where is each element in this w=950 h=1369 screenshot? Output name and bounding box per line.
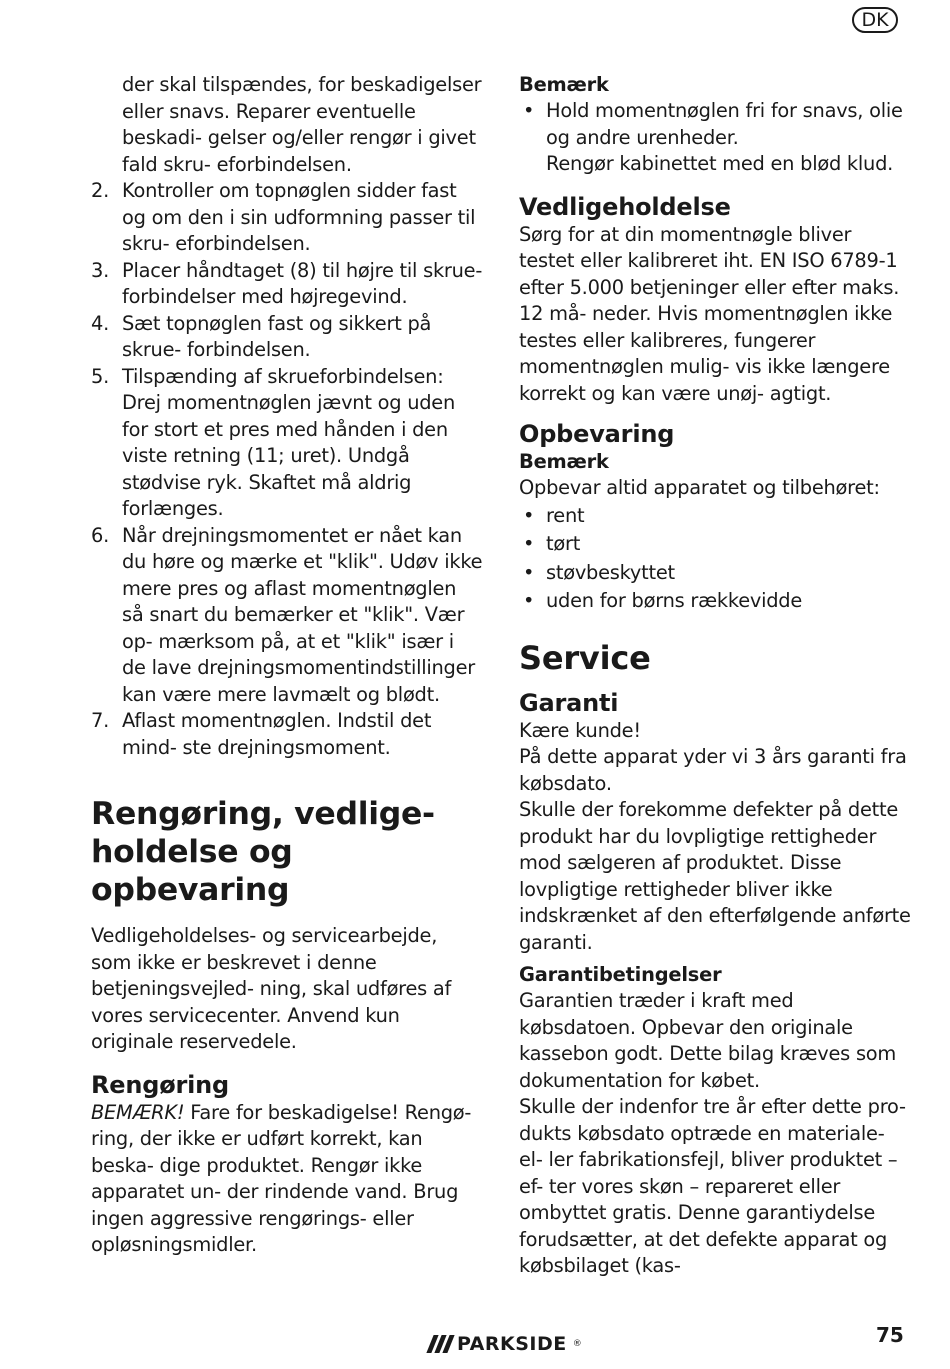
list-item bbox=[519, 587, 911, 616]
warning-label: BEMÆRK! bbox=[91, 1100, 185, 1124]
step-4 bbox=[91, 311, 483, 364]
bullet-icon: • bbox=[523, 503, 535, 527]
step-number: 6. bbox=[91, 523, 110, 547]
list-item bbox=[519, 98, 911, 178]
cleaning-heading: Rengøring bbox=[91, 1070, 230, 1099]
section-title-line: opbevaring bbox=[91, 872, 290, 908]
page-number: 75 bbox=[876, 1323, 904, 1347]
brand-name: PARKSIDE bbox=[457, 1333, 567, 1355]
warranty-paragraph: Skulle der forekomme defekter på dette produkt har du lovpligtige rettigheder mod sælgeren af produktet. Disse lovpligtige rettigheder bliver ikke indskrænket af den efterfølgende anførte garanti. bbox=[519, 798, 911, 954]
step-number: 7. bbox=[91, 709, 110, 732]
list-item-text: rent bbox=[546, 503, 585, 527]
step-7 bbox=[91, 708, 483, 761]
language-badge: DK bbox=[852, 7, 898, 33]
list-item-text: Hold momentnøglen fri for snavs, olie og andre urenheder. bbox=[546, 99, 903, 149]
step-text: Placer håndtaget (8) til højre til skrue- forbindelser med højregevind. bbox=[122, 258, 483, 308]
list-item-text: uden for børns rækkevidde bbox=[546, 589, 803, 612]
step-number: 3. bbox=[91, 258, 110, 282]
bullet-icon: • bbox=[523, 560, 535, 584]
list-item bbox=[519, 530, 911, 559]
service-heading: Service bbox=[519, 638, 651, 677]
warranty-greeting: Kære kunde! bbox=[519, 718, 641, 742]
step-2 bbox=[91, 178, 483, 258]
section-title-line: Rengøring, vedlige- bbox=[91, 796, 435, 832]
registered-mark: ® bbox=[572, 1339, 583, 1349]
storage-intro: Opbevar altid apparatet og tilbehøret: bbox=[519, 476, 880, 499]
warranty-paragraph: På dette apparat yder vi 3 års garanti fra købsdato. bbox=[519, 745, 907, 795]
section-title bbox=[91, 795, 483, 909]
list-item-text: tørt bbox=[546, 532, 581, 555]
list-item bbox=[519, 559, 911, 588]
parkside-logo bbox=[430, 1330, 582, 1358]
note-heading: Bemærk bbox=[519, 73, 609, 96]
warranty-heading: Garanti bbox=[519, 688, 619, 717]
step-number: 5. bbox=[91, 364, 110, 388]
brand-stripes-icon bbox=[430, 1335, 451, 1353]
bullet-icon: • bbox=[523, 532, 535, 555]
conditions-paragraph: Garantien træder i kraft med købsdatoen. Opbevar den originale kassebon godt. Dette bilag kræves som dokumentation for købet. bbox=[519, 989, 897, 1092]
step-text: Kontroller om topnøglen sidder fast og om den i sin udformning passer til skru- eforbindelsen. bbox=[122, 179, 476, 255]
step-number: 4. bbox=[91, 311, 110, 335]
step-3 bbox=[91, 258, 483, 311]
storage-list bbox=[519, 502, 911, 616]
section-title-line: holdelse og bbox=[91, 834, 293, 870]
step-text: Aflast momentnøglen. Indstil det mind- ste drejningsmoment. bbox=[122, 709, 432, 759]
step-continuation: der skal tilspændes, for beskadigelser eller snavs. Reparer eventuelle beskadi- gelser og/eller rengør i givet fald skru- eforbindelsen. bbox=[122, 73, 482, 176]
list-item-text: støvbeskyttet bbox=[546, 560, 675, 584]
list-item-text: Rengør kabinettet med en blød klud. bbox=[546, 152, 894, 175]
conditions-paragraph: Skulle der indenfor tre år efter dette pro- dukts købsdato optræde en materiale- el- ler fabrikationsfejl, bliver produktet – ef- ter vores skøn – repareret eller ombyttet gratis. Denne garantiydelse forudsætter, at det defekte apparat og købsbilaget (kas- bbox=[519, 1095, 906, 1277]
list-item bbox=[519, 502, 911, 531]
conditions-heading: Garantibetingelser bbox=[519, 963, 722, 986]
right-column bbox=[519, 72, 911, 1280]
cleaning-text: Fare for beskadigelse! Rengø- ring, der ikke er udført korrekt, kan beska- dige produktet. Rengør ikke apparatet un- der rindende vand. Brug ingen aggressive rengørings- eller opløsningsmidler. bbox=[91, 1100, 472, 1256]
note-list bbox=[519, 98, 911, 178]
instruction-steps bbox=[91, 72, 483, 761]
step-text: Sæt topnøglen fast og sikkert på skrue- forbindelsen. bbox=[122, 311, 432, 361]
step-text: Når drejningsmomentet er nået kan du høre og mærke et "klik". Udøv ikke mere pres og aflast momentnøglen så snart du bemærker et "klik". Vær op- mærksom på, at et "klik" især i de lave drejningsmomentindstillinger kan være mere lavmælt og blødt. bbox=[122, 523, 483, 706]
step-number: 2. bbox=[91, 179, 110, 202]
storage-heading: Opbevaring bbox=[519, 420, 675, 448]
step-text: Tilspænding af skrueforbindelsen: Drej momentnøglen jævnt og uden for stort et pres med hånden i den viste retning (11; uret). Undgå stødvise ryk. Skaftet må aldrig forlænges. bbox=[122, 364, 456, 520]
maintenance-heading: Vedligeholdelse bbox=[519, 192, 731, 221]
left-column bbox=[91, 72, 483, 1259]
step-6 bbox=[91, 523, 483, 709]
bullet-icon: • bbox=[523, 99, 535, 122]
section-body: Vedligeholdelses- og servicearbejde, som ikke er beskrevet i denne betjeningsvejled- ning, skal udføres af vores servicecenter. Anvend kun originale reservedele. bbox=[91, 924, 452, 1053]
cleaning-body bbox=[91, 1100, 483, 1259]
storage-note-heading: Bemærk bbox=[519, 450, 609, 473]
maintenance-body: Sørg for at din momentnøgle bliver testet eller kalibreret iht. EN ISO 6789-1 efter 5.000 betjeninger eller efter maks. 12 må- neder. Hvis momentnøglen ikke testes eller kalibreres, fungerer momentnøglen mulig- vis ikke længere korrekt og kan være unøj- agtigt. bbox=[519, 222, 900, 405]
bullet-icon: • bbox=[523, 589, 535, 612]
step-5 bbox=[91, 364, 483, 523]
